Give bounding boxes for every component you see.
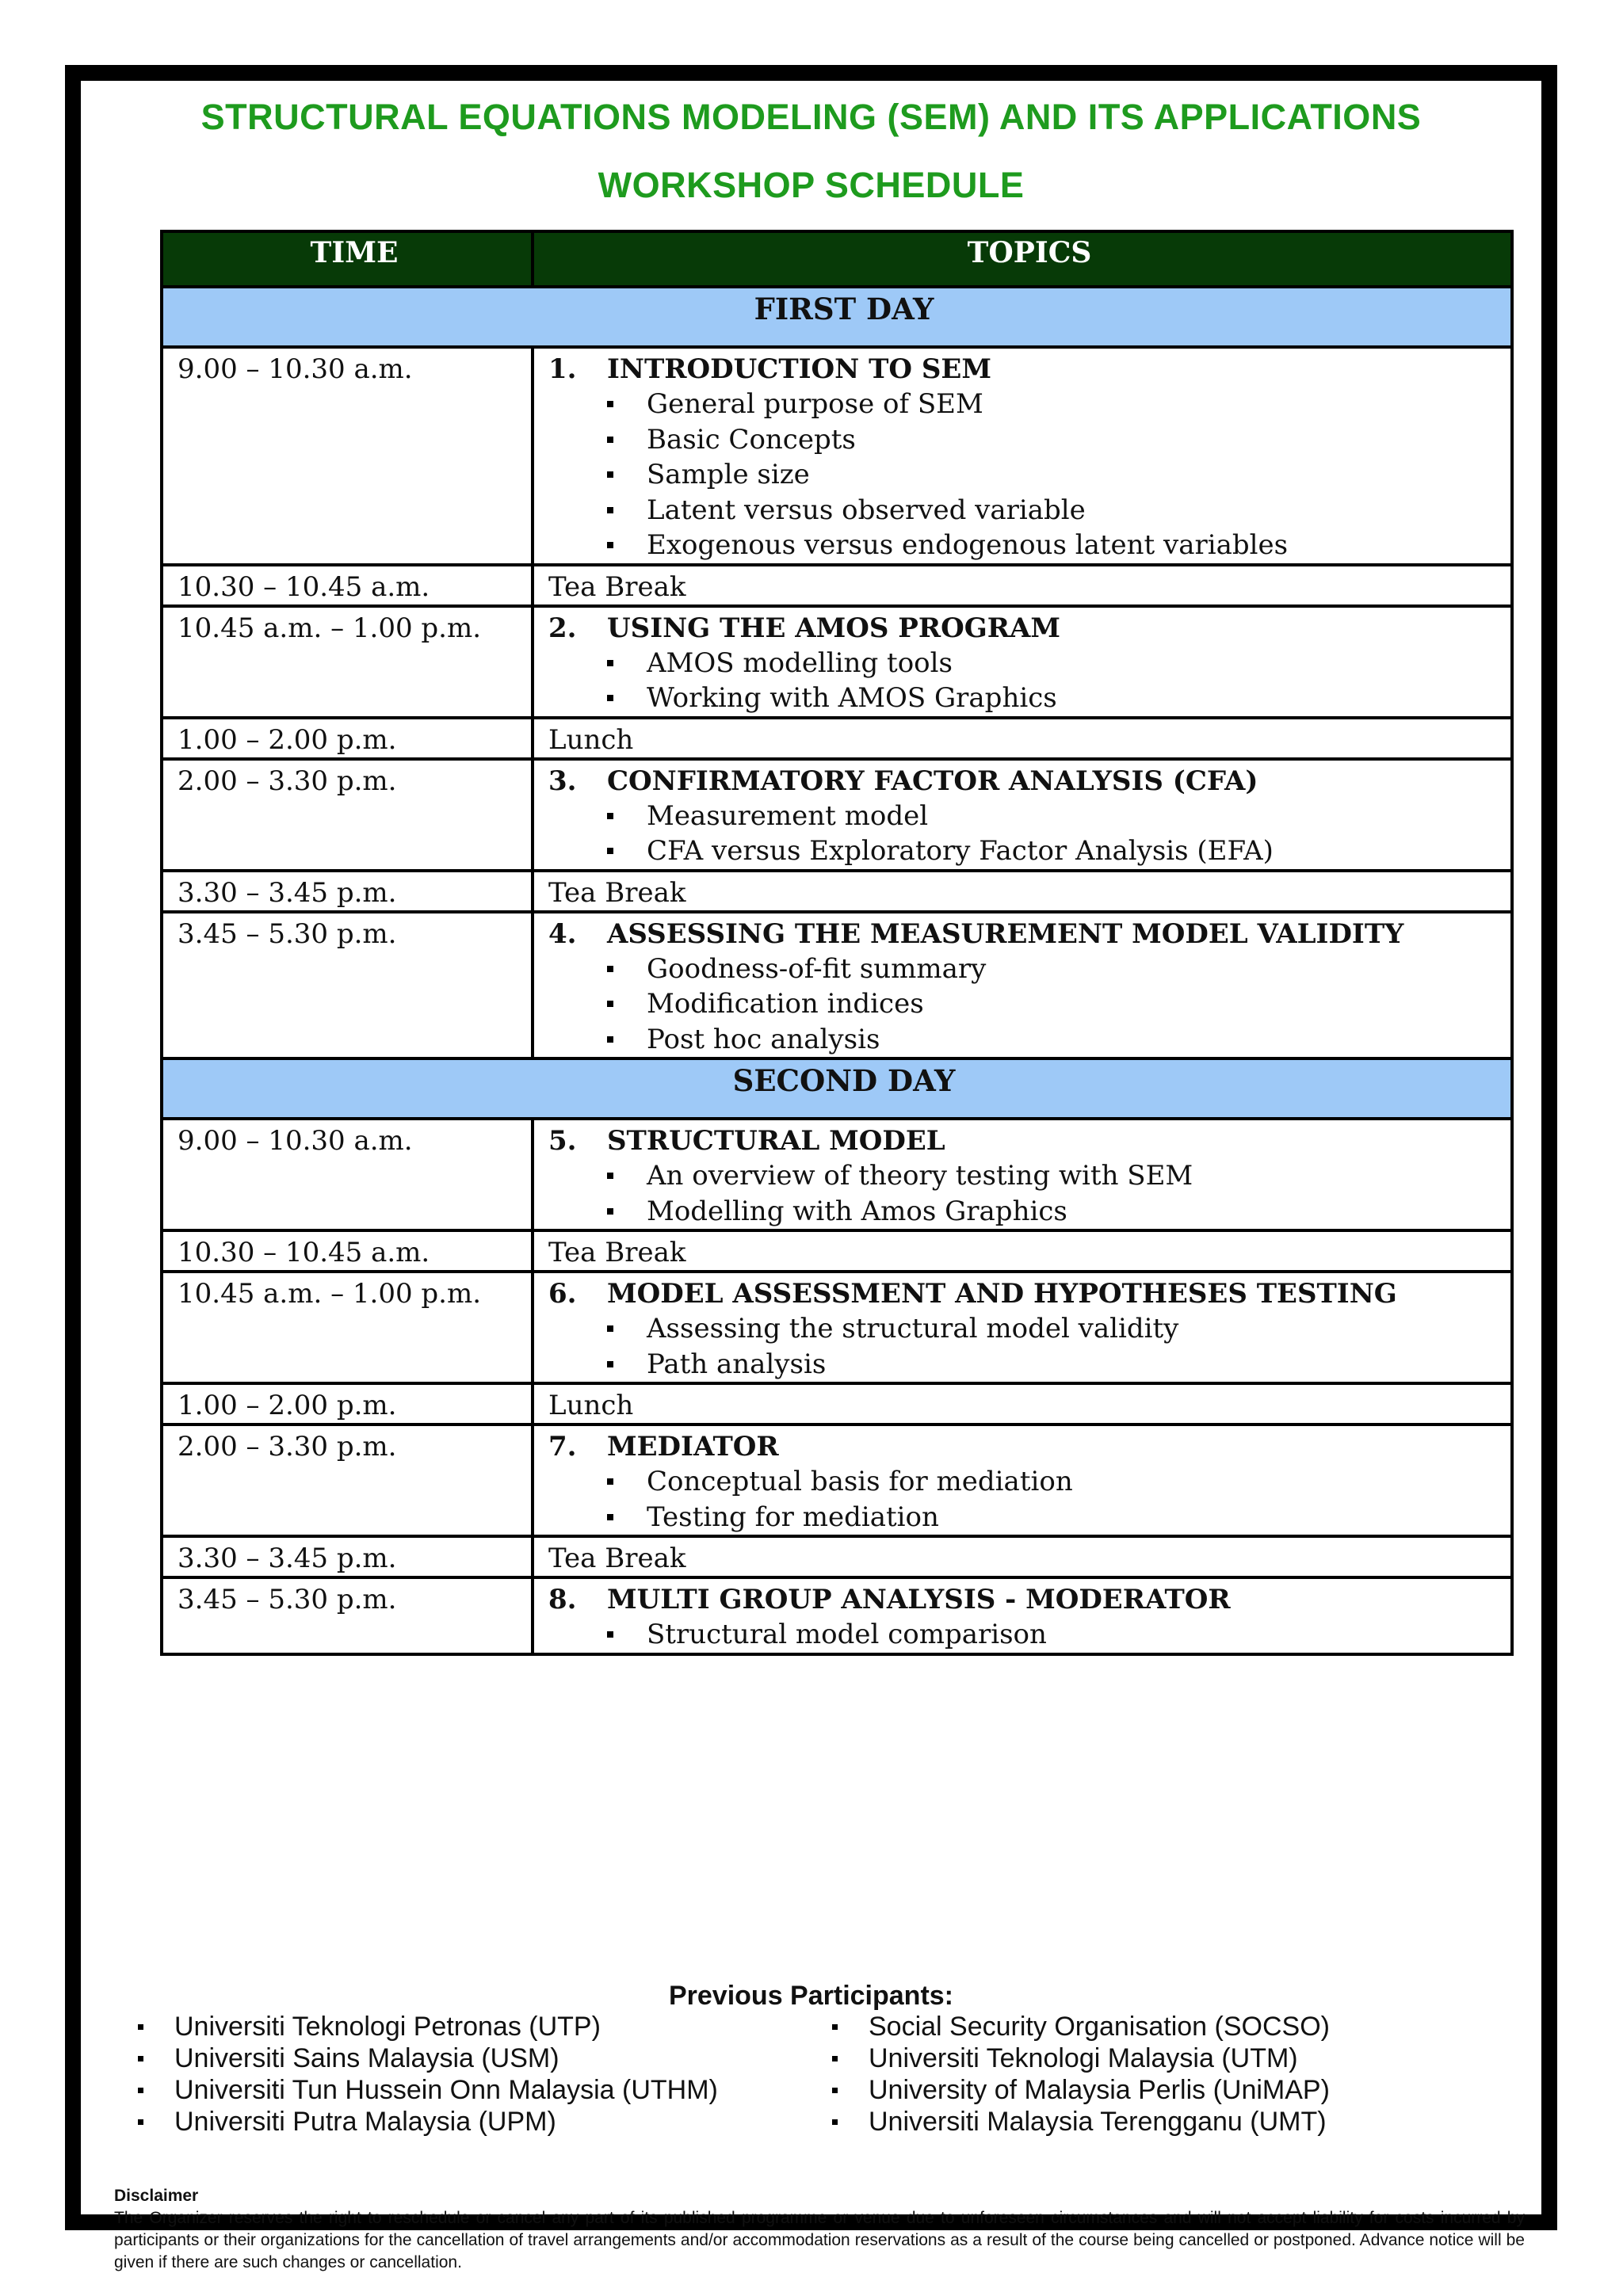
subtopic-item: CFA versus Exploratory Factor Analysis (EFA) (607, 833, 1510, 869)
disclaimer-heading: Disclaimer (114, 2187, 199, 2205)
page-subtitle: WORKSHOP SCHEDULE (598, 165, 1025, 205)
time-cell: 3.45 – 5.30 p.m. (162, 1577, 533, 1654)
participants-list-right (832, 2011, 1330, 2138)
topic-cell (533, 1577, 1512, 1654)
day-label: FIRST DAY (162, 287, 1512, 347)
time-cell: 10.45 a.m. – 1.00 p.m. (162, 606, 533, 718)
topic-cell (533, 606, 1512, 718)
time-cell: 3.45 – 5.30 p.m. (162, 912, 533, 1059)
subtopic-list (548, 1617, 1510, 1653)
topic-cell (533, 1272, 1512, 1383)
schedule-row (162, 1272, 1512, 1383)
subtopic-item: Measurement model (607, 799, 1510, 834)
subtopic-item: Modelling with Amos Graphics (607, 1194, 1510, 1230)
schedule-row (162, 565, 1512, 606)
subtopic-item: Testing for mediation (607, 1500, 1510, 1535)
topic-cell (533, 1425, 1512, 1536)
subtopic-list (548, 387, 1510, 563)
subtopic-item: Modification indices (607, 986, 1510, 1022)
topic-cell (533, 1119, 1512, 1230)
schedule-row (162, 1425, 1512, 1536)
time-cell: 1.00 – 2.00 p.m. (162, 1383, 533, 1425)
topic-title: USING THE AMOS PROGRAM (607, 612, 1061, 644)
topic-number: 2. (548, 612, 577, 644)
time-cell: 10.45 a.m. – 1.00 p.m. (162, 1272, 533, 1383)
topic-cell: Tea Break (533, 565, 1512, 606)
subtopic-item: Latent versus observed variable (607, 493, 1510, 528)
participants-list-left (138, 2011, 718, 2138)
table-header-row (162, 231, 1512, 287)
participant-item: University of Malaysia Perlis (UniMAP) (832, 2074, 1330, 2106)
participants-heading: Previous Participants: (668, 1981, 953, 2011)
topic-cell: Tea Break (533, 1536, 1512, 1577)
time-cell: 3.30 – 3.45 p.m. (162, 1536, 533, 1577)
schedule-row (162, 606, 1512, 718)
subtopic-item: General purpose of SEM (607, 387, 1510, 422)
topic-cell: Tea Break (533, 871, 1512, 912)
schedule-row (162, 912, 1512, 1059)
topic-title: ASSESSING THE MEASUREMENT MODEL VALIDITY (607, 917, 1404, 950)
topic-heading (548, 611, 1510, 646)
subtopic-item: AMOS modelling tools (607, 646, 1510, 681)
day-header-row (162, 287, 1512, 347)
subtopic-list (548, 1464, 1510, 1535)
topic-title: MEDIATOR (607, 1431, 779, 1463)
topic-cell (533, 759, 1512, 871)
participant-item: Universiti Sains Malaysia (USM) (138, 2042, 718, 2074)
topics-column-header: TOPICS (533, 231, 1512, 287)
time-column-header: TIME (162, 231, 533, 287)
participant-item: Universiti Malaysia Terengganu (UMT) (832, 2106, 1330, 2138)
topic-heading (548, 1276, 1510, 1311)
schedule-row (162, 1230, 1512, 1272)
schedule-row (162, 347, 1512, 565)
day-label: SECOND DAY (162, 1058, 1512, 1119)
participant-item: Social Security Organisation (SOCSO) (832, 2011, 1330, 2042)
topic-title: CONFIRMATORY FACTOR ANALYSIS (CFA) (607, 765, 1258, 797)
subtopic-item: Basic Concepts (607, 422, 1510, 458)
topic-number: 1. (548, 353, 577, 385)
time-cell: 3.30 – 3.45 p.m. (162, 871, 533, 912)
page-title: STRUCTURAL EQUATIONS MODELING (SEM) AND ITS APPLICATIONS (200, 97, 1422, 137)
schedule-row (162, 1119, 1512, 1230)
subtopic-item: Assessing the structural model validity (607, 1311, 1510, 1347)
time-cell: 1.00 – 2.00 p.m. (162, 718, 533, 759)
topic-heading (548, 764, 1510, 799)
topic-number: 8. (548, 1584, 577, 1615)
subtopic-list (548, 952, 1510, 1058)
schedule-row (162, 1536, 1512, 1577)
subtopic-item: Path analysis (607, 1347, 1510, 1383)
time-cell: 2.00 – 3.30 p.m. (162, 1425, 533, 1536)
subtopic-list (548, 1158, 1510, 1229)
subtopic-item: Exogenous versus endogenous latent variables (607, 528, 1510, 563)
subtopic-item: An overview of theory testing with SEM (607, 1158, 1510, 1194)
topic-number: 7. (548, 1431, 577, 1463)
topic-heading (548, 352, 1510, 387)
topic-number: 5. (548, 1125, 577, 1157)
time-cell: 10.30 – 10.45 a.m. (162, 565, 533, 606)
subtopic-list (548, 799, 1510, 869)
schedule-row (162, 718, 1512, 759)
subtopic-item: Post hoc analysis (607, 1022, 1510, 1058)
time-cell: 2.00 – 3.30 p.m. (162, 759, 533, 871)
subtopic-item: Structural model comparison (607, 1617, 1510, 1653)
time-cell: 9.00 – 10.30 a.m. (162, 1119, 533, 1230)
topic-title: INTRODUCTION TO SEM (607, 353, 991, 385)
participant-item: Universiti Tun Hussein Onn Malaysia (UTHM) (138, 2074, 718, 2106)
disclaimer-text: The Organizer reserves the right to reschedule or cancel any part of its published programme or venue due to unforeseen circumstances and will not accept liability for costs incurred by participants or their organizations for the cancellation of travel arrangements and/or accommodation reservations as a result of the course being cancelled or postponed. Advance notice will be given if there are such changes or cancellation. (114, 2209, 1525, 2271)
day-header-row (162, 1058, 1512, 1119)
schedule-row (162, 759, 1512, 871)
time-cell: 10.30 – 10.45 a.m. (162, 1230, 533, 1272)
topic-number: 4. (548, 917, 577, 950)
schedule-table (160, 230, 1514, 1656)
topic-cell (533, 347, 1512, 565)
topic-number: 6. (548, 1278, 577, 1310)
time-cell: 9.00 – 10.30 a.m. (162, 347, 533, 565)
topic-title: MODEL ASSESSMENT AND HYPOTHESES TESTING (607, 1278, 1397, 1310)
topic-title: STRUCTURAL MODEL (607, 1125, 945, 1157)
topic-heading (548, 1429, 1510, 1464)
subtopic-list (548, 1311, 1510, 1382)
schedule-row (162, 871, 1512, 912)
subtopic-item: Working with AMOS Graphics (607, 681, 1510, 716)
schedule-row (162, 1383, 1512, 1425)
topic-cell: Lunch (533, 718, 1512, 759)
participant-item: Universiti Teknologi Malaysia (UTM) (832, 2042, 1330, 2074)
schedule-row (162, 1577, 1512, 1654)
subtopic-list (548, 646, 1510, 716)
subtopic-item: Conceptual basis for mediation (607, 1464, 1510, 1500)
participant-item: Universiti Putra Malaysia (UPM) (138, 2106, 718, 2138)
topic-heading (548, 1582, 1510, 1617)
topic-cell: Lunch (533, 1383, 1512, 1425)
participant-item: Universiti Teknologi Petronas (UTP) (138, 2011, 718, 2042)
topic-title: MULTI GROUP ANALYSIS - MODERATOR (607, 1584, 1231, 1615)
page-frame (65, 65, 1557, 2271)
topic-heading (548, 917, 1510, 952)
subtopic-item: Sample size (607, 457, 1510, 493)
topic-cell (533, 912, 1512, 1059)
topic-number: 3. (548, 765, 577, 797)
topic-heading (548, 1123, 1510, 1158)
topic-cell: Tea Break (533, 1230, 1512, 1272)
subtopic-item: Goodness-of-fit summary (607, 952, 1510, 987)
